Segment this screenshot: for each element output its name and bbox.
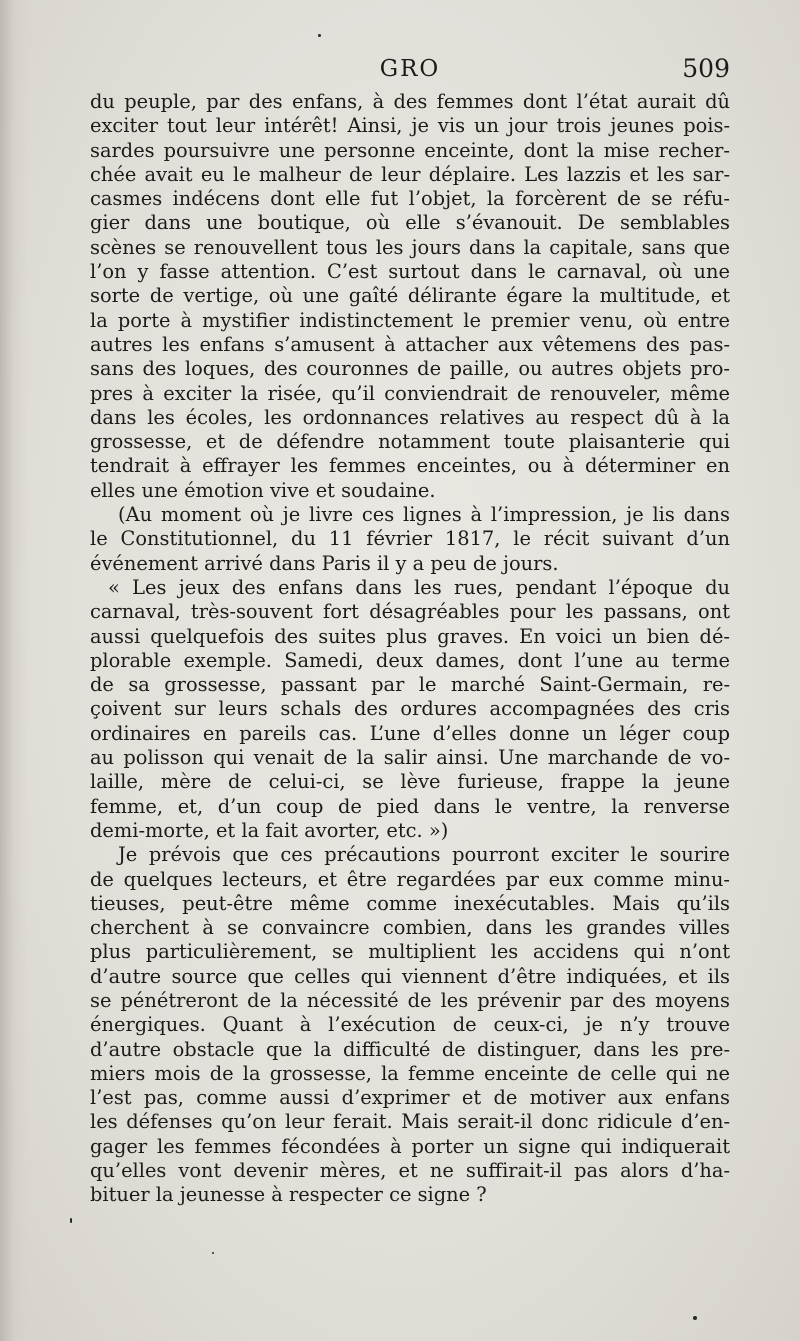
text-line: sardes poursuivre une personne enceinte, dont la mise recher- — [90, 138, 730, 162]
paragraph-end-line: événement arrivé dans Paris il y a peu de jours. — [90, 551, 559, 575]
paper-speck — [693, 1316, 697, 1320]
text-line: l’est pas, comme aussi d’exprimer et de motiver aux enfans — [90, 1086, 730, 1110]
text-line: cherchent à se convaincre combien, dans les grandes villes — [90, 916, 730, 940]
text-line: tendrait à effrayer les femmes enceintes, ou à déterminer en — [90, 454, 730, 478]
text-line: gier dans une boutique, où elle s’évanouit. De semblables — [90, 211, 730, 235]
text-line: casmes indécens dont elle fut l’objet, la forcèrent de se réfu- — [90, 187, 730, 211]
text-line: la porte à mystifier indistinctement le premier venu, où entre — [90, 308, 730, 332]
text-line: les défenses qu’on leur ferait. Mais serait-il donc ridicule d’en- — [90, 1110, 730, 1134]
text-line: au polisson qui venait de la salir ainsi. Une marchande de vo- — [90, 746, 730, 770]
text-line: qu’elles vont devenir mères, et ne suffirait-il pas alors d’ha- — [90, 1159, 730, 1183]
text-line: carnaval, très-souvent fort désagréables pour les passans, ont — [90, 600, 730, 624]
running-head: GRO — [379, 56, 441, 82]
text-line: gager les femmes fécondées à porter un signe qui indiquerait — [90, 1134, 730, 1158]
text-line: miers mois de la grossesse, la femme enceinte de celle qui ne — [90, 1061, 730, 1085]
text-line: d’autre source que celles qui viennent d’être indiquées, et ils — [90, 964, 730, 988]
page-gutter-shadow — [0, 0, 28, 1341]
text-line: tieuses, peut-être même comme inexécutables. Mais qu’ils — [90, 891, 730, 915]
paper-speck — [70, 1218, 72, 1223]
text-line: laille, mère de celui-ci, se lève furieuse, frappe la jeune — [90, 770, 730, 794]
quote-start-line: « Les jeux des enfans dans les rues, pendant l’époque du — [108, 575, 730, 599]
text-line: autres les enfans s’amusent à attacher aux vêtemens des pas- — [90, 332, 730, 356]
text-line: scènes se renouvellent tous les jours dans la capitale, sans que — [90, 235, 730, 259]
paragraph-end-line: demi-morte, et la fait avorter, etc. ») — [90, 818, 449, 842]
text-line: d’autre obstacle que la difficulté de distinguer, dans les pre- — [90, 1037, 730, 1061]
paragraph-start-line: Je prévois que ces précautions pourront exciter le sourire — [118, 843, 730, 867]
text-line: plus particulièrement, se multiplient les accidens qui n’ont — [90, 940, 730, 964]
text-line: dans les écoles, les ordonnances relatives au respect dû à la — [90, 405, 730, 429]
paragraph-end-line: bituer la jeunesse à respecter ce signe ? — [90, 1183, 487, 1207]
text-line: sans des loques, des couronnes de paille, ou autres objets pro- — [90, 357, 730, 381]
paper-speck — [318, 34, 321, 37]
text-line: le Constitutionnel, du 11 février 1817, le récit suivant d’un — [90, 527, 730, 551]
paragraph-end-line: elles une émotion vive et soudaine. — [90, 478, 436, 502]
text-line: femme, et, d’un coup de pied dans le ventre, la renverse — [90, 794, 730, 818]
page-number: 509 — [682, 54, 730, 83]
paragraph-start-line: (Au moment où je livre ces lignes à l’impression, je lis dans — [118, 503, 730, 527]
text-line: ordinaires en pareils cas. L’une d’elles donne un léger coup — [90, 721, 730, 745]
text-line: de quelques lecteurs, et être regardées par eux comme minu- — [90, 867, 730, 891]
text-line: l’on y fasse attention. C’est surtout dans le carnaval, où une — [90, 260, 730, 284]
body-text — [90, 90, 730, 1208]
text-line: pres à exciter la risée, qu’il conviendrait de renouveler, même — [90, 381, 730, 405]
text-line: grossesse, et de défendre notamment toute plaisanterie qui — [90, 430, 730, 454]
paper-speck — [212, 1252, 214, 1254]
text-line: se pénétreront de la nécessité de les prévenir par des moyens — [90, 988, 730, 1012]
text-line: çoivent sur leurs schals des ordures accompagnées des cris — [90, 697, 730, 721]
text-line: du peuple, par des enfans, à des femmes dont l’état aurait dû — [90, 90, 730, 113]
text-line: de sa grossesse, passant par le marché Saint-Germain, re- — [90, 673, 730, 697]
text-line: chée avait eu le malheur de leur déplaire. Les lazzis et les sar- — [90, 162, 730, 186]
text-line: exciter tout leur intérêt! Ainsi, je vis un jour trois jeunes pois- — [90, 114, 730, 138]
text-line: aussi quelquefois des suites plus graves. En voici un bien dé- — [90, 624, 730, 648]
text-line: plorable exemple. Samedi, deux dames, dont l’une au terme — [90, 648, 730, 672]
text-line: énergiques. Quant à l’exécution de ceux-ci, je n’y trouve — [90, 1013, 730, 1037]
page-header — [90, 52, 730, 88]
text-line: sorte de vertige, où une gaîté délirante égare la multitude, et — [90, 284, 730, 308]
